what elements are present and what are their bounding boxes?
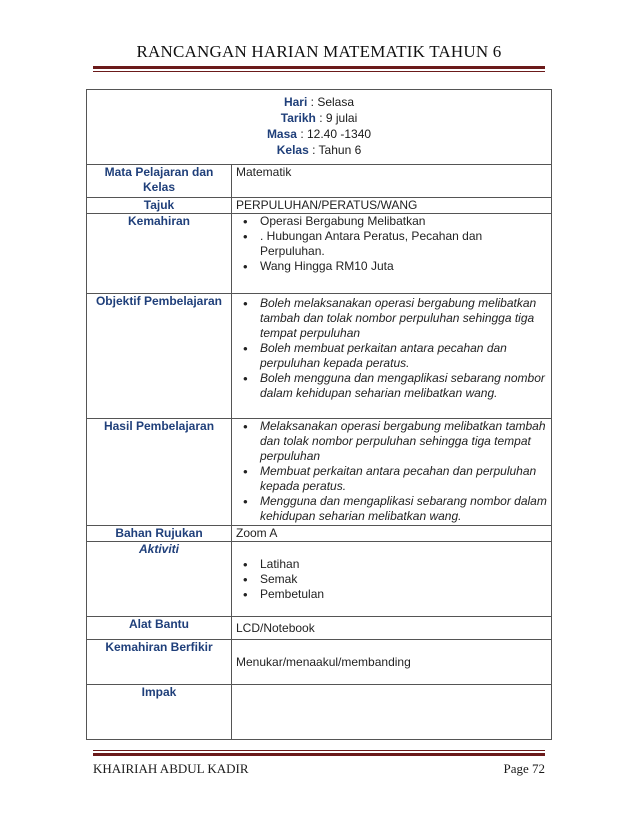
aktiviti-list	[236, 557, 547, 602]
label-tajuk: Tajuk	[87, 198, 232, 214]
label-mata-pelajaran: Mata Pelajaran dan Kelas	[87, 165, 232, 198]
kemahiran-list	[236, 214, 547, 274]
list-item: • Melaksanakan operasi bergabung melibatkan tambah dan tolak nombor perpuluhan sehingga tiga tempat perpuluhan	[260, 419, 547, 464]
header-divider	[93, 66, 545, 69]
row-bahan	[87, 526, 552, 542]
row-berfikir	[87, 640, 552, 685]
label-kemahiran: Kemahiran	[87, 214, 232, 294]
value-alat: LCD/Notebook	[232, 617, 552, 640]
page-number: Page 72	[503, 761, 545, 776]
row-hasil	[87, 419, 552, 526]
info-hari: Hari : Selasa	[283, 95, 355, 109]
label-bahan: Bahan Rujukan	[87, 526, 232, 542]
list-item: • Operasi Bergabung Melibatkan	[260, 214, 547, 229]
row-tajuk	[87, 198, 552, 214]
list-item: • Semak	[260, 572, 547, 587]
list-item: • Membuat perkaitan antara pecahan dan perpuluhan kepada peratus.	[260, 464, 547, 494]
lesson-plan-table	[86, 89, 552, 740]
value-bahan: Zoom A	[232, 526, 552, 542]
info-kelas: Kelas : Tahun 6	[276, 143, 362, 157]
list-item: • Boleh membuat perkaitan antara pecahan dan perpuluhan kepada peratus.	[260, 341, 547, 371]
list-item: • Pembetulan	[260, 587, 547, 602]
list-item: • Latihan	[260, 557, 547, 572]
label-alat: Alat Bantu	[87, 617, 232, 640]
info-block	[91, 90, 547, 164]
info-row	[87, 90, 552, 165]
value-impak	[232, 685, 552, 740]
row-objektif	[87, 294, 552, 419]
value-mata-pelajaran: Matematik	[232, 165, 552, 198]
info-tarikh: Tarikh : 9 julai	[280, 111, 358, 125]
row-kemahiran	[87, 214, 552, 294]
list-item: • Boleh mengguna dan mengaplikasi sebarang nombor dalam kehidupan seharian melibatkan wang.	[260, 371, 547, 401]
value-tajuk: PERPULUHAN/PERATUS/WANG	[232, 198, 552, 214]
label-aktiviti: Aktiviti	[87, 542, 232, 617]
list-item: • . Hubungan Antara Peratus, Pecahan dan Perpuluhan.	[260, 229, 547, 259]
row-impak	[87, 685, 552, 740]
row-alat	[87, 617, 552, 640]
footer-divider	[93, 753, 545, 756]
header-divider-thin	[93, 71, 545, 72]
label-berfikir: Kemahiran Berfikir	[87, 640, 232, 685]
row-mata-pelajaran	[87, 165, 552, 198]
objektif-list	[236, 296, 547, 401]
footer-divider-thin	[93, 750, 545, 751]
label-objektif: Objektif Pembelajaran	[87, 294, 232, 419]
value-berfikir: Menukar/menaakul/membanding	[232, 640, 552, 685]
footer-author: KHAIRIAH ABDUL KADIR	[93, 761, 249, 776]
list-item: • Wang Hingga RM10 Juta	[260, 259, 547, 274]
info-masa: Masa : 12.40 -1340	[266, 127, 372, 141]
list-item: • Mengguna dan mengaplikasi sebarang nombor dalam kehidupan seharian melibatkan wang.	[260, 494, 547, 524]
row-aktiviti	[87, 542, 552, 617]
page-title: RANCANGAN HARIAN MATEMATIK TAHUN 6	[136, 42, 502, 61]
label-impak: Impak	[87, 685, 232, 740]
hasil-list	[236, 419, 547, 524]
label-hasil: Hasil Pembelajaran	[87, 419, 232, 526]
list-item: • Boleh melaksanakan operasi bergabung melibatkan tambah dan tolak nombor perpuluhan sehingga tiga tempat perpuluhan	[260, 296, 547, 341]
